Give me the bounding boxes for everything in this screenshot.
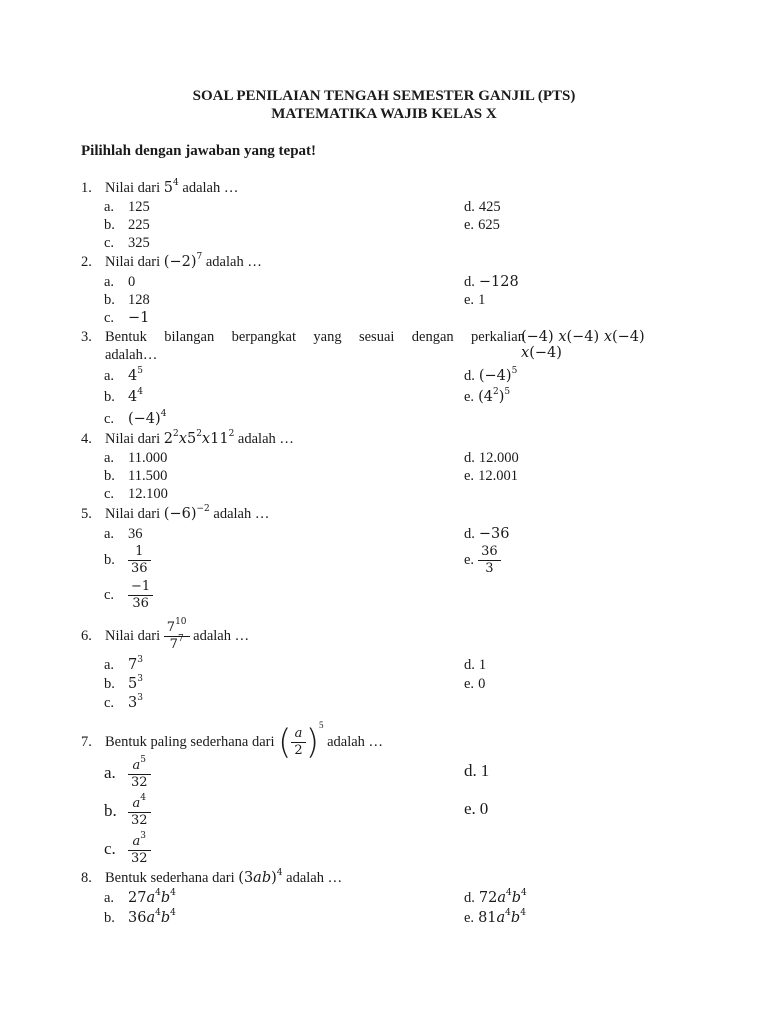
question-number: 8. <box>81 870 92 886</box>
question-number: 5. <box>81 506 92 522</box>
option-6e[interactable]: e. 0 <box>464 676 486 692</box>
exam-subtitle: MATEMATIKA WAJIB KELAS X <box>271 106 497 122</box>
question-number: 7. <box>81 734 92 750</box>
option-8b[interactable]: b. $36a^4b^4$ <box>104 908 176 926</box>
option-4d[interactable]: d. 12.000 <box>464 450 519 466</box>
question-number: 4. <box>81 431 92 447</box>
option-2b[interactable]: b. 128 <box>104 292 150 308</box>
option-8d[interactable]: d. $72a^4b^4$ <box>464 888 527 906</box>
option-6a[interactable]: a. $7^3$ <box>104 655 143 673</box>
option-4c[interactable]: c. 12.100 <box>104 486 168 502</box>
option-6c[interactable]: c. $3^3$ <box>104 693 143 711</box>
option-5e[interactable]: e. $\frac{36}{3}$ <box>464 544 501 577</box>
option-4b[interactable]: b. 11.500 <box>104 468 168 484</box>
multiplication-expression: (−4) x(−4) x(−4) x(−4) <box>521 329 645 361</box>
option-1c[interactable]: c. 325 <box>104 235 150 251</box>
option-4e[interactable]: e. 12.001 <box>464 468 518 484</box>
question-7: 7. Bentuk paling sederhana dari ( $\frac{a}{2}$ )$^5$ adalah … <box>81 720 384 763</box>
option-5d[interactable]: d. −36 <box>464 526 510 542</box>
question-5: 5. Nilai dari $(-6)^{-2}$ adalah … <box>81 504 270 522</box>
fraction: $\frac{a}{2}$ <box>291 726 305 759</box>
option-2a[interactable]: a. 0 <box>104 274 136 290</box>
fraction: $\frac{1}{36}$ <box>128 544 151 577</box>
option-3d[interactable]: d. $(-4)^5$ <box>464 366 518 384</box>
option-7e[interactable]: e. 0 <box>464 799 489 818</box>
question-6: 6. Nilai dari $\frac{7^{10}}{7^7}$ adalah … <box>81 617 250 652</box>
option-2e[interactable]: e. 1 <box>464 292 486 308</box>
question-number: 2. <box>81 254 92 270</box>
option-5b[interactable]: b. $\frac{1}{36}$ <box>104 544 151 577</box>
option-6b[interactable]: b. $5^3$ <box>104 674 143 692</box>
question-1: 1. Nilai dari $5^4$ adalah … <box>81 178 239 196</box>
option-6d[interactable]: d. 1 <box>464 657 487 673</box>
option-3a[interactable]: a. $4^5$ <box>104 366 143 384</box>
option-8a[interactable]: a. $27a^4b^4$ <box>104 888 176 906</box>
fraction: $\frac{a^5}{32}$ <box>128 758 151 791</box>
option-7d[interactable]: d. 1 <box>464 761 490 780</box>
fraction: $\frac{a^3}{32}$ <box>128 834 151 867</box>
option-3c[interactable]: c. $(-4)^4$ <box>104 409 167 427</box>
fraction: $\frac{7^{10}}{7^7}$ <box>164 620 190 653</box>
option-5a[interactable]: a. 36 <box>104 526 143 542</box>
question-8: 8. Bentuk sederhana dari $(3ab)^4$ adalah … <box>81 868 343 886</box>
option-7c[interactable]: c. $\frac{a^3}{32}$ <box>104 834 151 867</box>
exam-title: SOAL PENILAIAN TENGAH SEMESTER GANJIL (PTS) <box>192 88 576 104</box>
option-7b[interactable]: b. $\frac{a^4}{32}$ <box>104 796 151 829</box>
fraction: $\frac{a^4}{32}$ <box>128 796 151 829</box>
question-4: 4. Nilai dari $2^2x5^2x11^2$ adalah … <box>81 429 294 447</box>
question-3-continuation: adalah… <box>105 347 158 363</box>
option-3b[interactable]: b. $4^4$ <box>104 387 143 405</box>
question-number: 1. <box>81 180 92 196</box>
question-3: 3. Bentuk bilangan berpangkat yang sesuai dengan perkalian (−4) x(−4) x(−4) x(−4) <box>81 329 676 345</box>
option-1b[interactable]: b. 225 <box>104 217 150 233</box>
question-number: 6. <box>81 627 92 644</box>
option-3e[interactable]: e. $(4^2)^5$ <box>464 387 511 405</box>
option-1e[interactable]: e. 625 <box>464 217 500 233</box>
question-2: 2. Nilai dari $(-2)^7$ adalah … <box>81 252 262 270</box>
option-1a[interactable]: a. 125 <box>104 199 150 215</box>
fraction: $\frac{36}{3}$ <box>478 544 501 577</box>
option-8e[interactable]: e. $81a^4b^4$ <box>464 908 526 926</box>
option-1d[interactable]: d. 425 <box>464 199 501 215</box>
option-2d[interactable]: d. −128 <box>464 274 519 290</box>
fraction: $\frac{-1}{36}$ <box>128 579 153 612</box>
question-number: 3. <box>81 329 92 345</box>
option-4a[interactable]: a. 11.000 <box>104 450 168 466</box>
option-5c[interactable]: c. $\frac{-1}{36}$ <box>104 579 153 612</box>
instruction: Pilihlah dengan jawaban yang tepat! <box>81 143 317 159</box>
option-7a[interactable]: a. $\frac{a^5}{32}$ <box>104 758 151 791</box>
option-2c[interactable]: c. −1 <box>104 310 150 326</box>
